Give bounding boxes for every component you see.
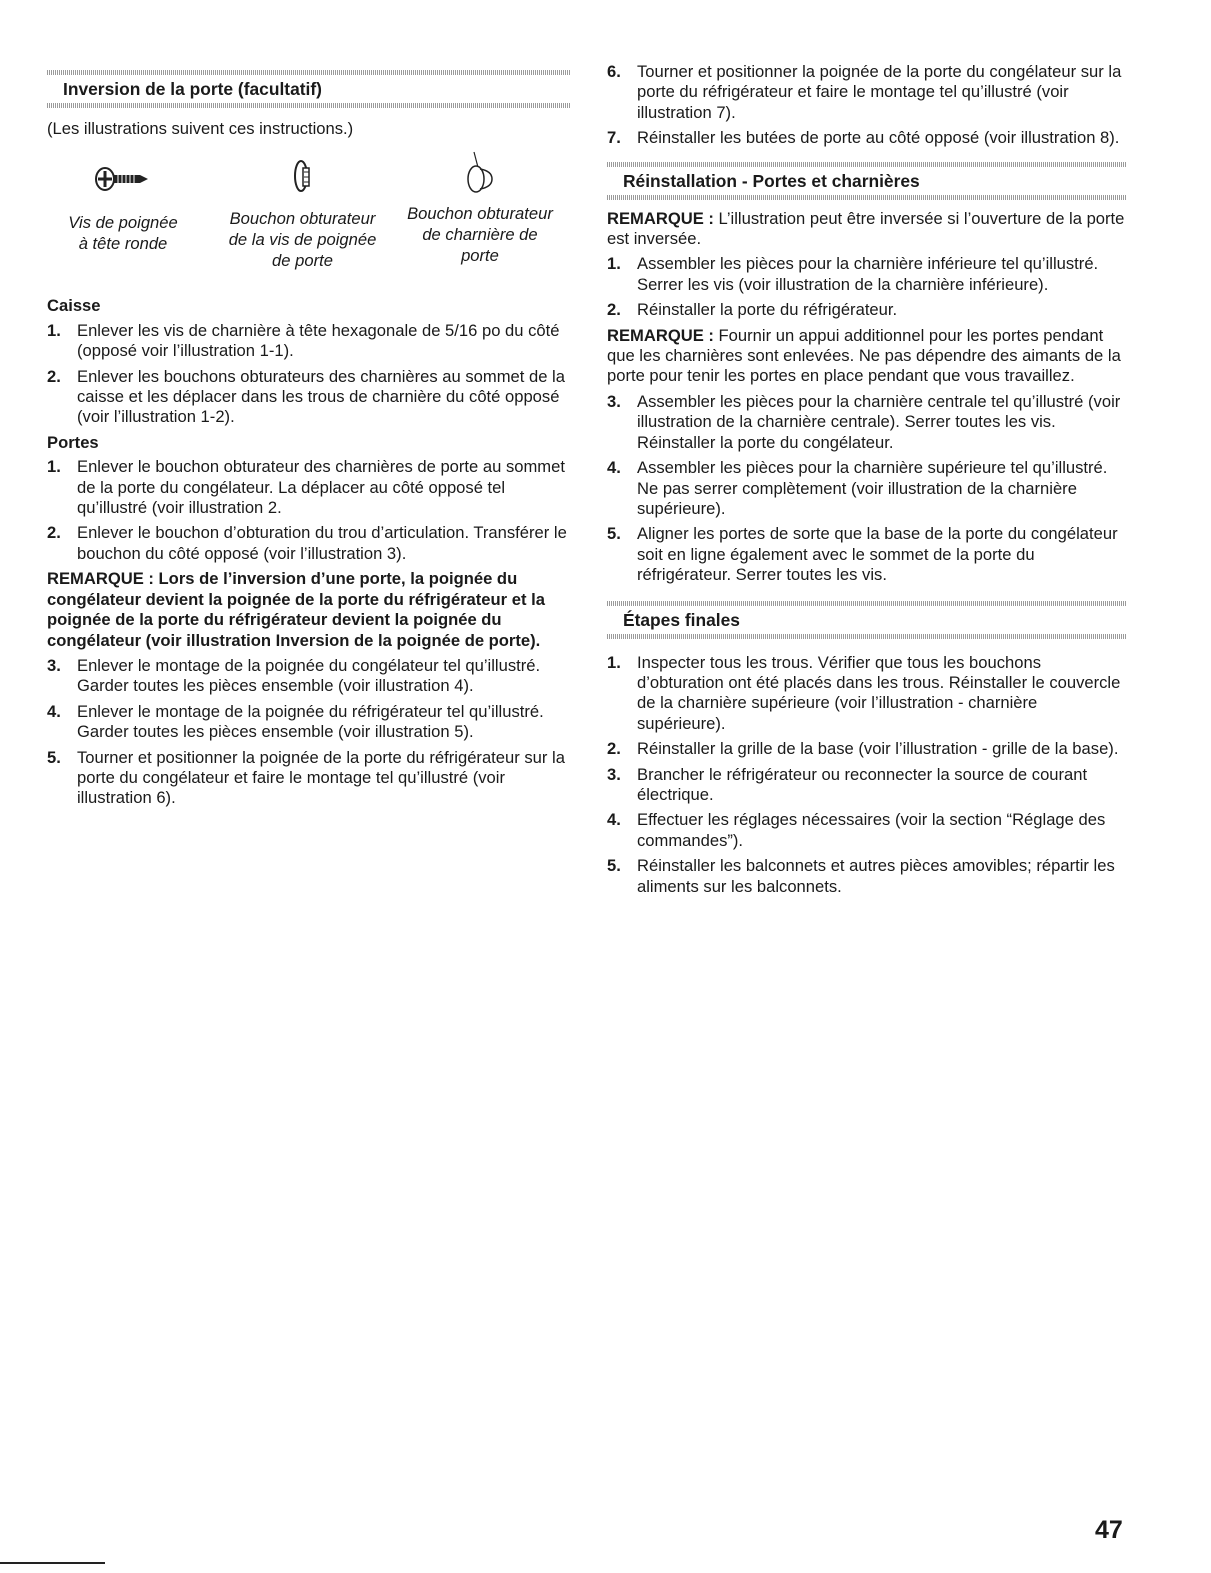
list-item [607, 392, 1127, 453]
right-column [607, 0, 1127, 902]
section-rule-bottom [607, 195, 1127, 200]
step-number: 5. [607, 524, 621, 544]
step-text: Réinstaller la grille de la base (voir l’illustration - grille de la base). [637, 739, 1119, 759]
round-head-screw-icon [92, 164, 154, 194]
parts-illustrations [47, 144, 570, 292]
list-item [47, 321, 570, 362]
step-text: Enlever le bouchon obturateur des charnières de porte au sommet de la porte du congélateur. La déplacer au côté opposé tel qu’illustré (voir illustration 2. [77, 457, 565, 518]
step-number: 6. [607, 62, 621, 81]
step-text: Inspecter tous les trous. Vérifier que tous les bouchons d’obturation ont été placés dans les trous. Réinstaller le couvercle de la charnière supérieure (voir l’illustration - charnière supérieure). [637, 652, 1121, 733]
step-number: 2. [607, 739, 621, 759]
step-text: Enlever le montage de la poignée du congélateur tel qu’illustré. Garder toutes les pièces ensemble (voir illustration 4). [77, 655, 541, 696]
step-text: Enlever le bouchon d’obturation du trou d’articulation. Transférer le bouchon du côté opposé (voir l’illustration 3). [77, 523, 567, 563]
list-item [47, 656, 570, 697]
list-item [607, 765, 1127, 806]
part-label: Bouchon obturateur [407, 204, 553, 224]
step-text: Tourner et positionner la poignée de la porte du réfrigérateur sur la porte du congélateur et faire le montage tel qu’illustré (voir illustration 6). [77, 747, 565, 808]
list-item [607, 653, 1127, 735]
note-text: L’illustration peut être inversée si l’ouverture de la porte est inversée. [607, 208, 1125, 249]
part-label: de charnière de [422, 225, 538, 245]
step-number: 3. [47, 655, 61, 675]
list-item [607, 856, 1127, 897]
step-number: 1. [47, 457, 61, 477]
step-text: Réinstaller les butées de porte au côté opposé (voir illustration 8). [637, 128, 1120, 148]
step-text: Brancher le réfrigérateur ou reconnecter la source de courant électrique. [637, 764, 1088, 804]
section-rule-bottom [47, 103, 570, 108]
list-item [607, 128, 1127, 148]
hinge-plug-icon [460, 149, 500, 195]
step-text: Réinstaller la porte du réfrigérateur. [637, 300, 898, 320]
caisse-heading: Caisse [47, 296, 101, 316]
step-text: Assembler les pièces pour la charnière centrale tel qu’illustré (voir illustration de la charnière centrale). Serrer toutes les vis. Réinstaller la porte du congélateur. [637, 391, 1121, 452]
step-number: 2. [47, 523, 61, 543]
step-text: Aligner les portes de sorte que la base de la porte du congélateur soit en ligne également avec le sommet de la porte du réfrigérateur. Serrer toutes les vis. [637, 524, 1118, 585]
hole-plug-icon [288, 158, 318, 194]
page-number: 47 [1095, 1516, 1123, 1544]
remarque-note [607, 209, 1127, 250]
list-item [47, 523, 570, 564]
step-number: 7. [607, 128, 621, 148]
part-label: Bouchon obturateur [229, 209, 376, 229]
step-text: Tourner et positionner la poignée de la porte du congélateur sur la porte du réfrigérateur et faire le montage tel qu’illustré (voir illustration 7). [637, 62, 1122, 122]
remarque-note: REMARQUE : Lors de l’inversion d’une porte, la poignée du congélateur devient la poignée de la porte du réfrigérateur et la poignée de la porte du réfrigérateur devient la poignée du congélateur (voir illustration Inversion de la poignée de porte). [47, 569, 545, 650]
list-item [607, 300, 1127, 320]
step-text: Effectuer les réglages nécessaires (voir la section “Réglage des commandes”). [637, 810, 1106, 850]
list-item [607, 458, 1127, 519]
list-item [47, 457, 570, 518]
section-title: Inversion de la porte (facultatif) [63, 79, 322, 99]
part-label: Vis de poignée [68, 213, 178, 233]
step-text: Enlever le montage de la poignée du réfrigérateur tel qu’illustré. Garder toutes les pièces ensemble (voir illustration 5). [77, 701, 544, 742]
section-header-inversion [47, 70, 570, 108]
list-item [607, 524, 1127, 585]
step-number: 5. [47, 747, 61, 767]
step-text: Enlever les vis de charnière à tête hexagonale de 5/16 po du côté (opposé voir l’illustration 1-1). [77, 320, 560, 361]
note-label: REMARQUE : [607, 325, 714, 345]
part-label: porte [461, 246, 499, 266]
list-item [47, 748, 570, 809]
step-text: Réinstaller les balconnets et autres pièces amovibles; répartir les aliments sur les balconnets. [637, 856, 1115, 896]
part-label: de porte [272, 251, 333, 271]
note-label: REMARQUE : [607, 208, 714, 228]
step-number: 2. [607, 300, 621, 320]
part-label: de la vis de poignée [228, 230, 377, 250]
section-header-reinstallation [607, 162, 1127, 200]
step-number: 1. [607, 652, 621, 672]
intro-text: (Les illustrations suivent ces instructions.) [47, 119, 354, 138]
footer-rule [0, 1562, 105, 1564]
section-header-etapes-finales [607, 601, 1127, 639]
note-text: Fournir un appui additionnel pour les portes pendant que les charnières sont enlevées. Ne pas dépendre des aimants de la porte pour tenir les portes en place pendant que vous travaillez. [607, 325, 1121, 386]
list-item [47, 367, 570, 428]
part-hole-plug [215, 158, 390, 271]
step-number: 5. [607, 856, 621, 876]
section-rule-bottom [607, 634, 1127, 639]
step-number: 1. [47, 320, 61, 340]
section-title: Étapes finales [623, 609, 740, 630]
part-label: à tête ronde [78, 234, 168, 254]
step-number: 3. [607, 764, 621, 784]
step-number: 4. [607, 810, 621, 830]
section-title: Réinstallation - Portes et charnières [623, 170, 920, 191]
step-number: 3. [607, 391, 621, 411]
list-item [607, 739, 1127, 759]
step-number: 1. [607, 254, 621, 274]
list-item [607, 62, 1127, 123]
step-number: 2. [47, 366, 61, 386]
portes-heading: Portes [47, 432, 99, 452]
step-text: Enlever les bouchons obturateurs des charnières au sommet de la caisse et les déplacer dans les trous de charnière du côté opposé (voir l’illustration 1-2). [77, 366, 565, 427]
step-number: 4. [607, 458, 621, 478]
part-round-head-screw [47, 164, 199, 254]
list-item [607, 254, 1127, 295]
left-column [47, 0, 570, 814]
list-item [607, 810, 1127, 851]
list-item [47, 702, 570, 743]
remarque-note [607, 326, 1127, 387]
step-number: 4. [47, 701, 61, 721]
part-hinge-plug [397, 149, 563, 266]
step-text: Assembler les pièces pour la charnière supérieure tel qu’illustré. Ne pas serrer complètement (voir illustration de la charnière supérieure). [637, 458, 1108, 518]
step-text: Assembler les pièces pour la charnière inférieure tel qu’illustré. Serrer les vis (voir illustration de la charnière inférieure). [637, 254, 1099, 294]
